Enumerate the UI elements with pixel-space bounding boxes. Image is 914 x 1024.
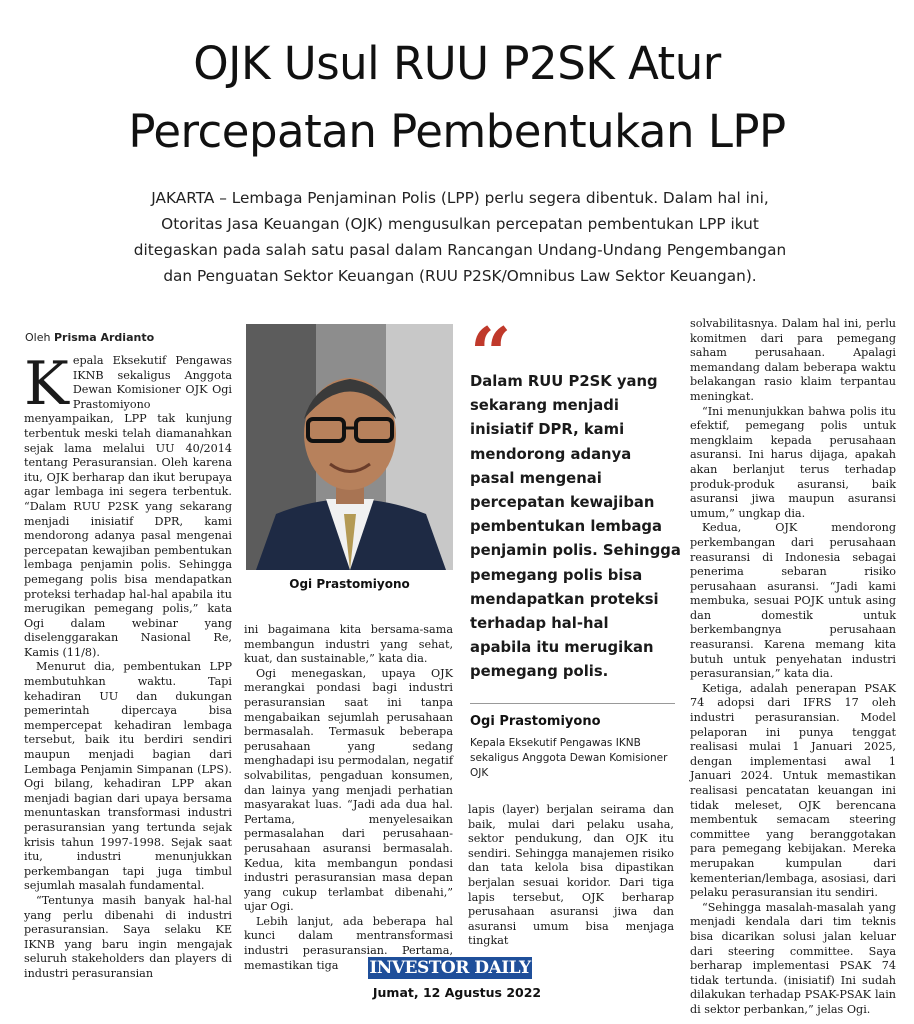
paragraph: Ogi menegaskan, upaya OJK merangkai pondasi bagi industri perasuransian saat ini tanpa mengabaikan sejumlah perusahaan bermasalah. Termasuk beberapa perusahaan yang sedang menghadapi isu permodalan, negatif solvabilitas, pengaduan konsumen, dan lainya yang menjadi perhatian masyarakat luas. “Jadi ada dua hal. Pertama, menyelesaikan permasalahan dari perusahaan-perusahaan asuransi bermasalah. Kedua, kita membangun pondasi industri perasuransian masa depan yang cukup terlambat dibenahi,” ujar Ogi.: [244, 666, 453, 914]
byline-author: Prisma Ardianto: [53, 331, 155, 344]
byline: [25, 331, 154, 344]
paragraph: ini bagaimana kita bersama-sama membangun industri yang sehat, kuat, dan sustainable,” kata dia.: [244, 623, 453, 666]
pull-quote-line: sekarang menjadi: [470, 397, 619, 415]
portrait-photo: [246, 324, 453, 570]
article-column-4: [690, 317, 896, 1018]
paragraph: “Ini menunjukkan bahwa polis itu efektif, pemegang polis untuk mengklaim kepada perusahaan asuransi. Ini harus dijaga, apakah akan berlanjut terus terhadap produk-produk asuransi, baik asuransi jiwa maupun asuransi umum,” ungkap dia.: [690, 404, 896, 520]
pull-quote-line: terhadap hal-hal: [470, 615, 609, 633]
lede: [110, 185, 810, 289]
paragraph: Kedua, OJK mendorong perkembangan dari perusahaan reasuransi di Indonesia sebagai penerima sebaran risiko perusahaan asuransi. “Jadi kami membuka, sesuai POJK untuk asing dan domestik untuk berkembangnya perusahaan reasuransi. Karena memang kita butuh untuk penyehatan industri perasuransian,” kata dia.: [690, 521, 896, 681]
paragraph: “Tentunya masih banyak hal-hal yang perlu dibenahi di industri perasuransian. Saya selaku KE IKNB yang baru ingin mengajak seluruh stakeholders dan players di industri perasuransian: [24, 893, 232, 980]
pull-quote-line: mendapatkan proteksi: [470, 590, 659, 608]
article-column-2: [244, 623, 453, 973]
attribution-title-line: Kepala Eksekutif Pengawas IKNB: [470, 737, 641, 749]
paragraph: solvabilitasnya. Dalam hal ini, perlu komitmen dari para pemegang saham perusahaan. Apalagi memandang dalam beberapa waktu belakangan rasio klaim terpantau meningkat.: [690, 317, 896, 403]
pull-quote-line: apabila itu merugikan: [470, 639, 654, 657]
publication-date: Jumat, 12 Agustus 2022: [372, 985, 542, 1000]
portrait-illustration: [246, 324, 453, 570]
pull-quote-line: pemegang polis bisa: [470, 566, 643, 584]
article-column-1: [24, 349, 232, 982]
pull-quote-line: pembentukan lembaga: [470, 518, 663, 536]
pull-quote-line: percepatan kewajiban: [470, 494, 655, 512]
lede-line: JAKARTA – Lembaga Penjaminan Polis (LPP) perlu segera dibentuk. Dalam hal ini,: [151, 189, 769, 207]
paragraph: Ketiga, adalah penerapan PSAK 74 adopsi dari IFRS 17 oleh industri perasuransian. Model pelaporan ini punya tenggat realisasi mulai 1 Januari 2025, dengan implementasi awal 1 Januari 2024. Untuk memastikan realisasi pencatatan keuangan ini tidak meleset, OJK berencana membentuk semacam steering committee yang beranggotakan para pemegang kebijakan. Mereka merupakan kumpulan dari kementerian/lembaga, asosiasi, dari pelaku perasuransian itu sendiri.: [690, 681, 896, 900]
paragraph: Lebih lanjut, ada beberapa hal kunci dalam mentransformasi industri perasuransian. Pertama, memastikan tiga: [244, 914, 453, 972]
photo-caption: Ogi Prastomiyono: [289, 577, 410, 591]
headline-line-2: Percepatan Pembentukan LPP: [128, 105, 786, 158]
pull-quote-divider: [470, 703, 675, 704]
pull-quote-line: inisiatif DPR, kami: [470, 421, 625, 439]
paragraph: Menurut dia, pembentukan LPP membutuhkan waktu. Tapi kehadiran UU dan dukungan pemerintah dipercaya bisa mempercepat kehadiran lembaga tersebut, baik itu berdiri sendiri maupun menjadi bagian dari Lembaga Penjamin Simpanan (LPS). Ogi bilang, kehadiran LPP akan menjadi bagian dari upaya bersama menuntaskan transformasi industri perasuransian yang tertunda sejak krisis tahun 1997-1998. Sejak saat itu, industri menunjukkan perkembangan tapi juga timbul sejumlah masalah fundamental.: [24, 660, 232, 893]
lede-line: ditegaskan pada salah satu pasal dalam Rancangan Undang-Undang Pengembangan: [133, 241, 787, 259]
article-column-3: [468, 803, 674, 949]
byline-prefix: Oleh: [25, 331, 51, 344]
quote-mark-icon: “: [470, 311, 512, 396]
pull-quote-attribution-name: Ogi Prastomiyono: [470, 714, 601, 729]
pull-quote-line: mendorong adanya: [470, 445, 632, 463]
dropcap: K: [24, 349, 69, 419]
lede-line: dan Penguatan Sektor Keuangan (RUU P2SK/Omnibus Law Sektor Keuangan).: [163, 267, 757, 285]
pull-quote: [470, 370, 681, 685]
pull-quote-line: pasal mengenai: [470, 469, 602, 487]
paragraph: lapis (layer) berjalan seirama dan baik, mulai dari pelaku usaha, sektor pendukung, dan OJK itu sendiri. Sehingga manajemen risiko dan tata kelola bisa dipastikan berjalan sesuai koridor. Dari tiga lapis tersebut, OJK berharap perusahaan asuransi jiwa dan asuransi umum bisa menjaga tingkat: [468, 803, 674, 948]
pull-quote-line: penjamin polis. Sehingga: [470, 542, 681, 560]
pull-quote-line: Dalam RUU P2SK yang: [470, 373, 658, 390]
headline-line-1: OJK Usul RUU P2SK Atur: [193, 37, 721, 90]
lede-line: Otoritas Jasa Keuangan (OJK) mengusulkan percepatan pembentukan LPP ikut: [161, 215, 759, 233]
attribution-title-line: sekaligus Anggota Dewan Komisioner OJK: [470, 752, 668, 779]
pull-quote-attribution-title: [470, 736, 680, 781]
paragraph: “Sehingga masalah-masalah yang menjadi kendala dari tim teknis bisa dicarikan solusi jalan keluar dari steering committee. Saya berharap implementasi PSAK 74 tidak tertunda. (inisiatif) Ini sudah dilakukan terhadap PSAK-PSAK lain di sektor perbankan,” jelas Ogi.: [690, 900, 896, 1016]
masthead-logo: INVESTOR DAILY: [369, 958, 531, 978]
pull-quote-line: pemegang polis.: [470, 663, 609, 681]
paragraph: epala Eksekutif Pengawas IKNB sekaligus Anggota Dewan Komisioner OJK Ogi Prastomiyono menyampaikan, LPP tak kunjung terbentuk meski telah diamanahkan sejak lama melalui UU 40/2014 tentang Perasuransian. Oleh karena itu, OJK berharap dan ikut berupaya agar lembaga ini segera terbentuk. “Dalam RUU P2SK yang sekarang menjadi inisiatif DPR, kami mendorong adanya pasal mengenai percepatan kewajiban pembentukan lembaga penjamin polis. Sehingga pemegang polis bisa mendapatkan proteksi terhadap hal-hal apabila itu merugikan pemegang polis,” kata Ogi dalam webinar yang diselenggarakan Nasional Re, Kamis (11/8).: [24, 354, 232, 659]
